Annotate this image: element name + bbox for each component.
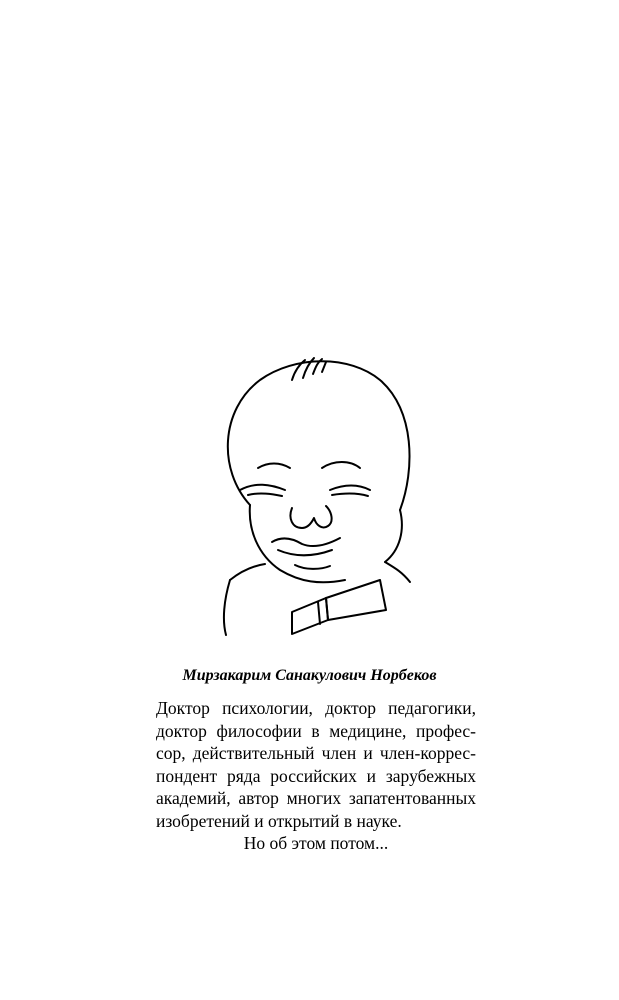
bio-line: изобретений и открытий в науке.: [156, 810, 402, 831]
bio-line: доктор философии в медицине, профес-: [156, 720, 476, 741]
author-bio: [156, 697, 476, 855]
author-name-caption: Мирзакарим Санакулович Норбеков: [182, 667, 437, 684]
bio-line: Доктор психологии, доктор педагогики,: [156, 698, 476, 718]
bio-line: пондент ряда российских и зарубежных: [156, 765, 476, 786]
baby-face-bow-tie-drawing-icon: [210, 350, 430, 650]
closing-line: Но об этом потом...: [243, 833, 389, 853]
bio-line: сор, действительный член и член-коррес-: [156, 743, 476, 763]
bio-line: академий, автор многих запатентованных: [156, 788, 476, 808]
